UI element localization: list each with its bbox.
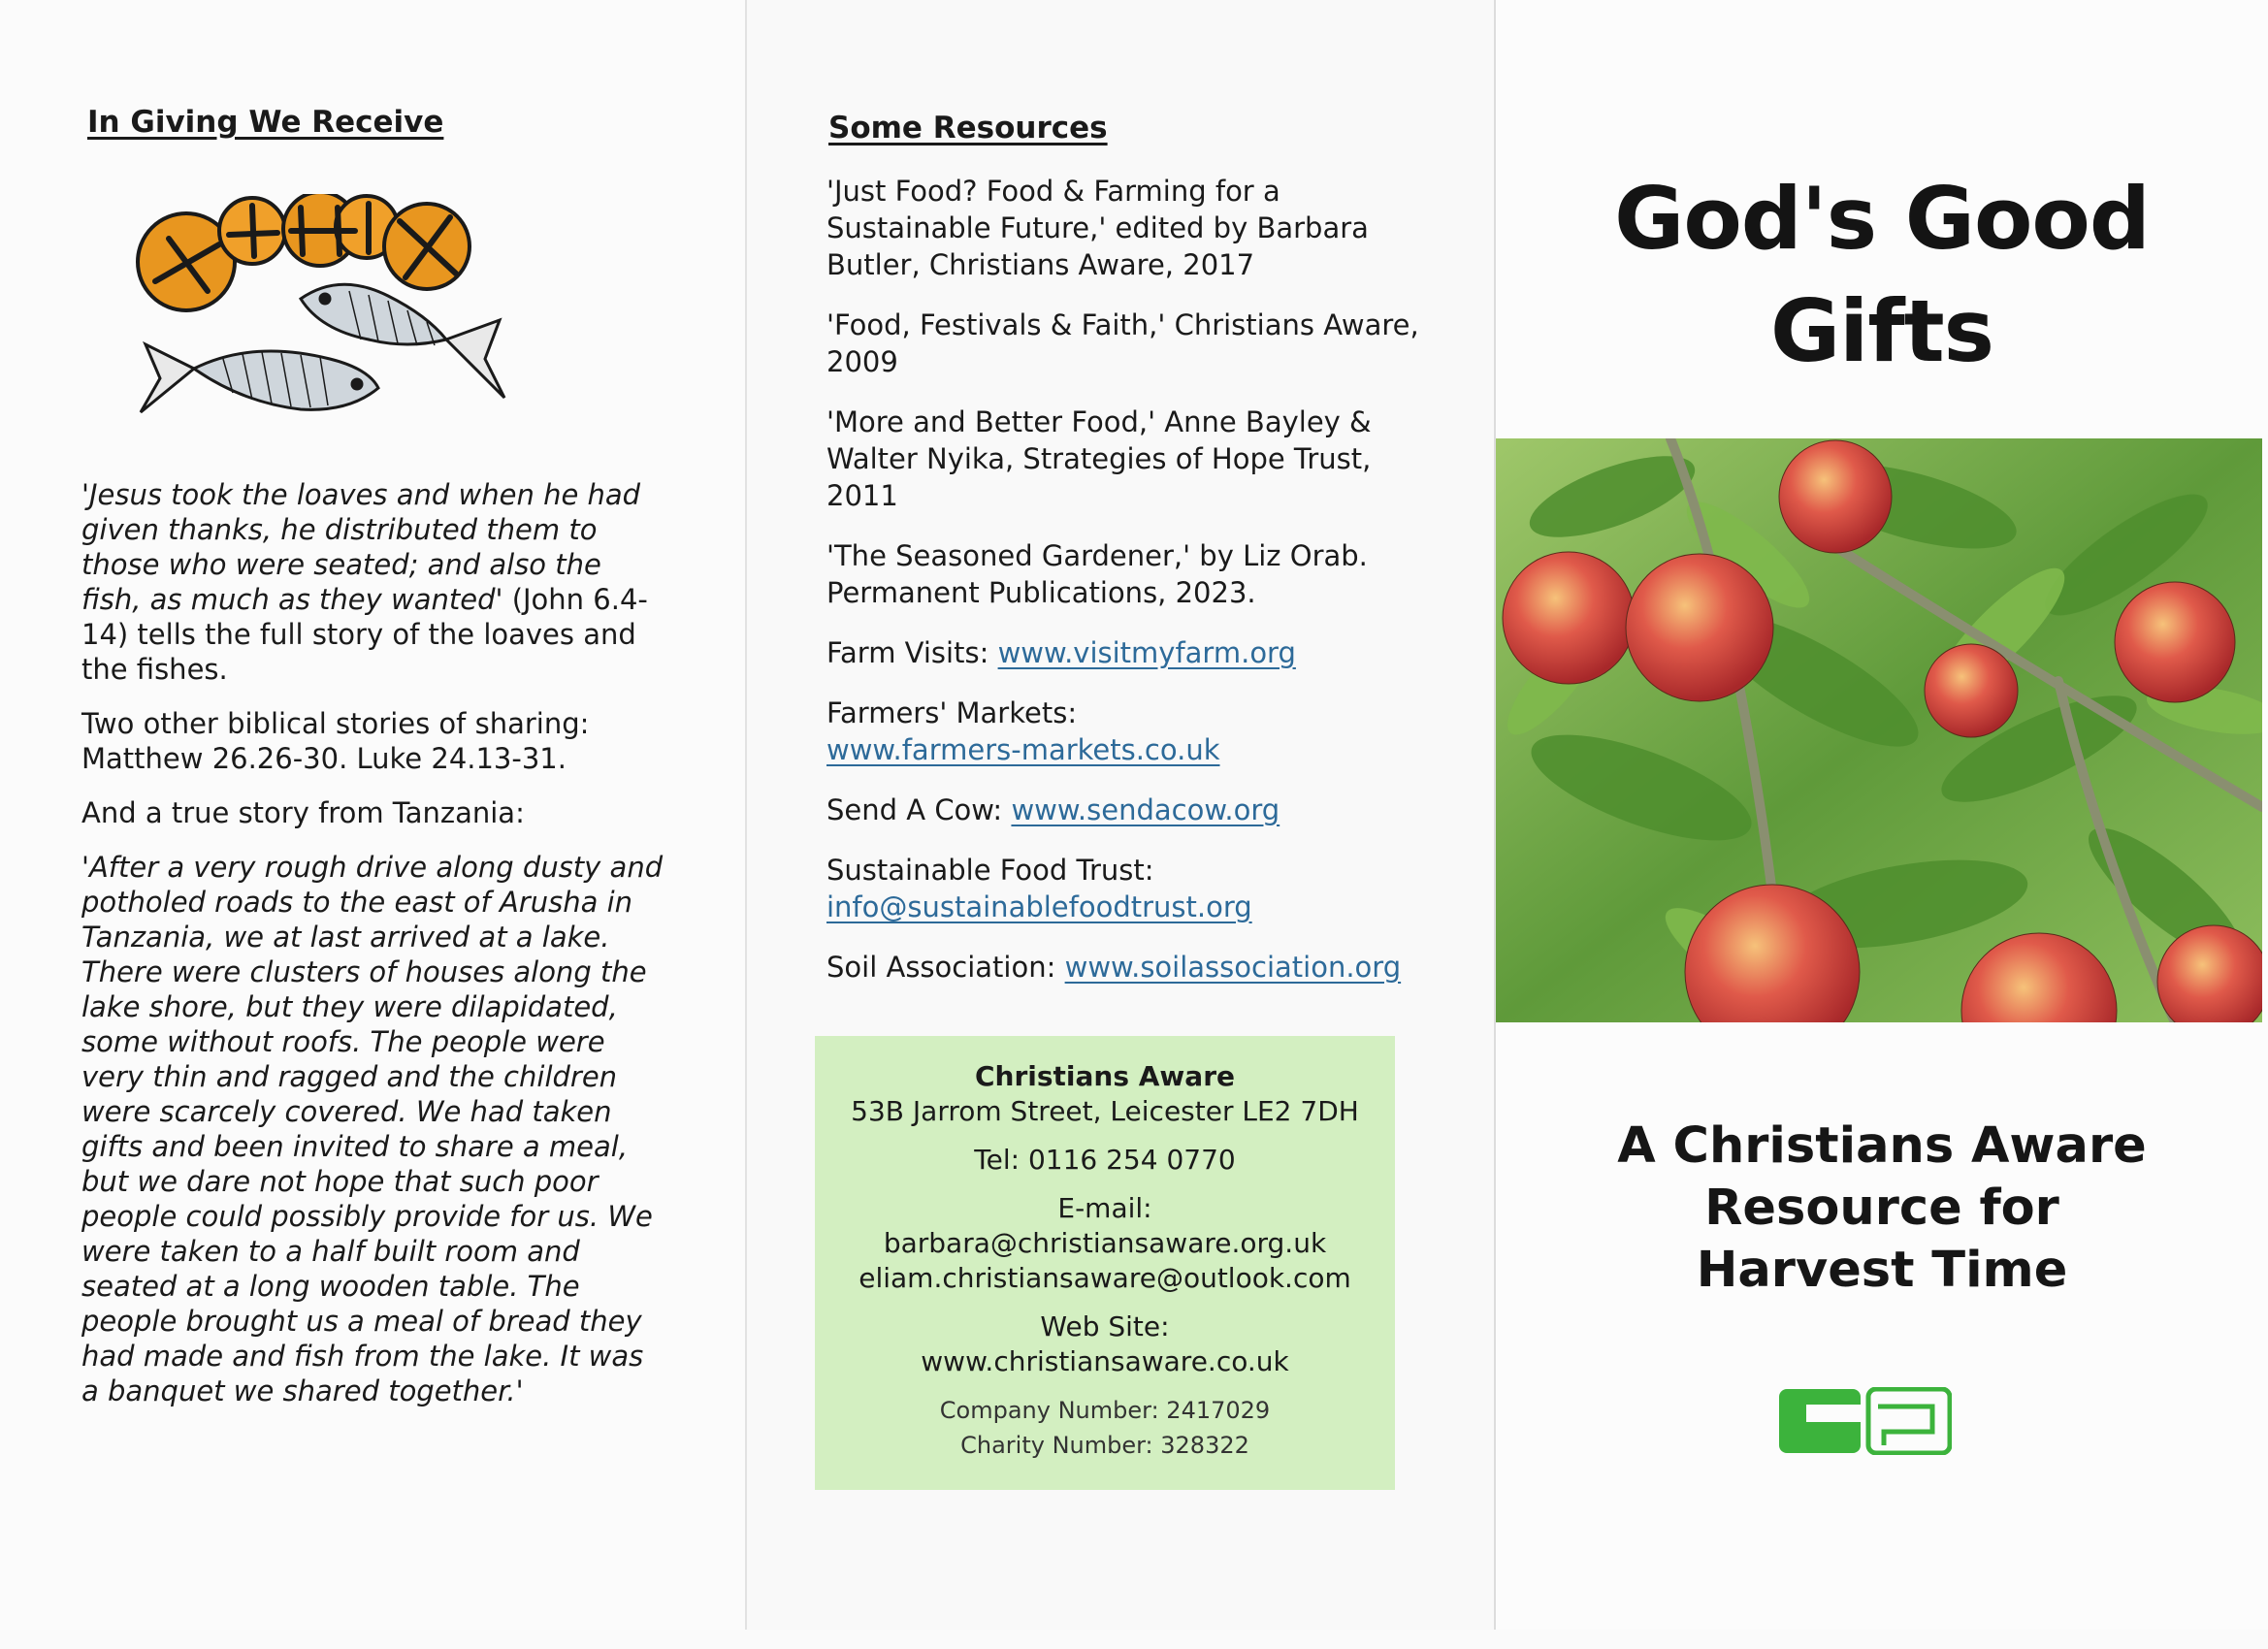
subtitle-line: Resource for	[1704, 1180, 2059, 1237]
farmers-markets-item	[826, 695, 1447, 768]
loaves-and-fishes-illustration	[136, 194, 543, 436]
contact-box	[815, 1036, 1395, 1490]
john-reference: (John 6.4-14) tells the full story of the loaves and the fishes.	[81, 583, 648, 686]
link-label: Farm Visits:	[826, 636, 989, 669]
link-label: Send A Cow:	[826, 793, 1003, 826]
resource-book: 'The Seasoned Gardener,' by Liz Orab. Permanent Publications, 2023.	[826, 539, 1368, 609]
stories-paragraph	[81, 706, 664, 776]
subtitle-line: Harvest Time	[1696, 1242, 2068, 1299]
apple-tree-photo	[1496, 438, 2262, 1022]
contact-web-label: Web Site:	[1040, 1310, 1170, 1342]
company-number: Company Number: 2417029	[939, 1397, 1271, 1424]
resources-heading: Some Resources	[828, 111, 1108, 146]
resources-list	[826, 173, 1447, 1009]
contact-email[interactable]: eliam.christiansaware@outlook.com	[859, 1262, 1351, 1294]
resource-book: 'More and Better Food,' Anne Bayley & Walter Nyika, Strategies of Hope Trust, 2011	[826, 405, 1372, 512]
send-a-cow-item	[826, 792, 1447, 828]
left-panel-text	[81, 477, 664, 1428]
title-line: God's Good	[1614, 169, 2150, 269]
cover-panel	[1496, 0, 2268, 1630]
title-line: Gifts	[1769, 281, 1994, 381]
middle-panel	[747, 0, 1496, 1630]
stories-line: Two other biblical stories of sharing:	[81, 707, 590, 740]
contact-tel: Tel: 0116 254 0770	[974, 1144, 1236, 1176]
cover-subtitle	[1496, 1116, 2268, 1302]
contact-web[interactable]: www.christiansaware.co.uk	[921, 1345, 1289, 1377]
contact-address: 53B Jarrom Street, Leicester LE2 7DH	[851, 1095, 1359, 1127]
soil-association-item	[826, 949, 1447, 986]
link-label: Farmers' Markets:	[826, 696, 1078, 729]
cover-title	[1496, 163, 2268, 388]
tanzania-intro: And a true story from Tanzania:	[81, 796, 525, 829]
christians-aware-logo	[1777, 1387, 1952, 1455]
contact-email[interactable]: barbara@christiansaware.org.uk	[883, 1227, 1327, 1259]
farm-visits-link[interactable]: www.visitmyfarm.org	[997, 636, 1296, 669]
john-quote: 'Jesus took the loaves and when he had given thanks, he distributed them to those who were seated; and also the fish, as much as they wanted'	[81, 478, 641, 616]
farmers-markets-link[interactable]: www.farmers-markets.co.uk	[826, 733, 1220, 766]
left-panel	[0, 0, 747, 1630]
section-heading: In Giving We Receive	[87, 105, 444, 140]
sustainable-food-item	[826, 852, 1447, 925]
charity-number: Charity Number: 328322	[960, 1432, 1249, 1459]
tanzania-story: 'After a very rough drive along dusty and potholed roads to the east of Arusha in Tanzania, we at last arrived at a lake. There were clusters of houses along the lake shore, but they were dilapidated, some without roofs. The people were very thin and ragged and the children were scarcely covered. We had taken gifts and been invited to share a meal, but we dare not hope that such poor people could possibly provide for us. We were taken to a half built room and seated at a long wooden table. The people brought us a meal of bread they had made and fish from the lake. It was a banquet we shared together.'	[81, 851, 664, 1407]
resource-book: 'Just Food? Food & Farming for a Sustainable Future,' edited by Barbara Butler, Christians Aware, 2017	[826, 175, 1369, 281]
subtitle-line: A Christians Aware	[1617, 1117, 2147, 1175]
soil-association-link[interactable]: www.soilassociation.org	[1064, 951, 1402, 984]
loaves-paragraph	[81, 477, 664, 687]
contact-org: Christians Aware	[974, 1060, 1235, 1092]
resource-book: 'Food, Festivals & Faith,' Christians Aware, 2009	[826, 308, 1419, 378]
stories-references: Matthew 26.26-30. Luke 24.13-31.	[81, 742, 567, 775]
farm-visits-item	[826, 634, 1447, 671]
link-label: Sustainable Food Trust:	[826, 854, 1154, 887]
contact-email-label: E-mail:	[1057, 1192, 1152, 1224]
link-label: Soil Association:	[826, 951, 1056, 984]
send-a-cow-link[interactable]: www.sendacow.org	[1011, 793, 1280, 826]
sustainable-food-link[interactable]: info@sustainablefoodtrust.org	[826, 890, 1252, 923]
